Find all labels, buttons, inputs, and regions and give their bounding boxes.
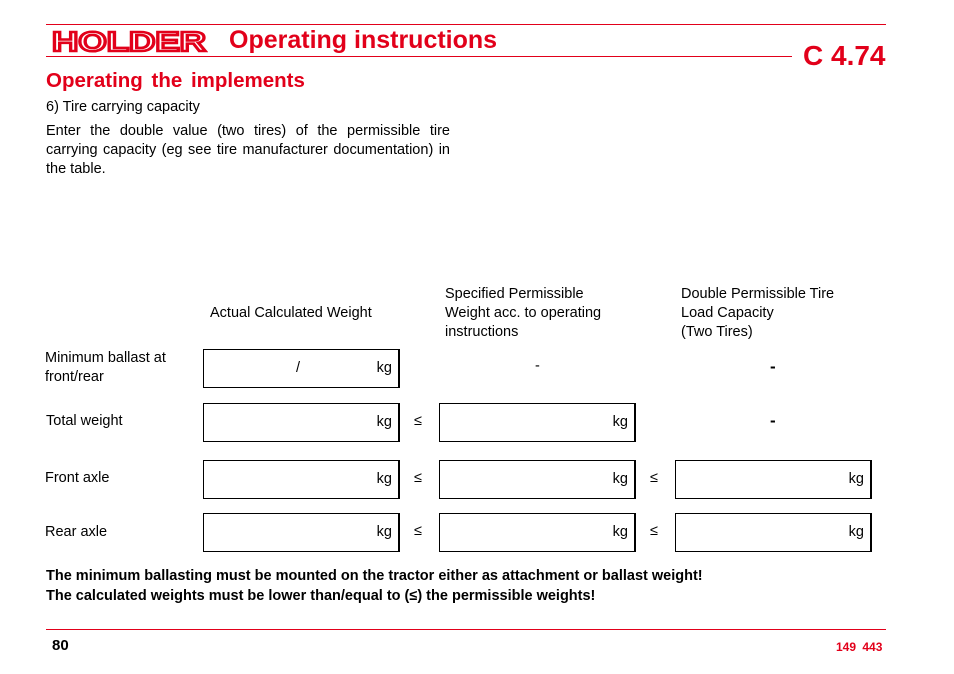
less-equal-symbol: ≤	[650, 523, 658, 539]
unit-label: kg	[848, 524, 864, 540]
less-equal-symbol: ≤	[650, 470, 658, 486]
unit-label: kg	[376, 524, 392, 540]
unit-label: kg	[612, 414, 628, 430]
unit-label: kg	[376, 360, 392, 376]
page-number: 80	[52, 637, 69, 654]
document-code: C 4.74	[803, 40, 886, 71]
section-title: Operating the implements	[46, 69, 305, 92]
dash-ballast-double: -	[770, 357, 776, 376]
note-calculated-weights: The calculated weights must be lower than/equal to (≤) the permissible weights!	[46, 588, 596, 604]
unit-label: kg	[848, 471, 864, 487]
input-box-rear-actual[interactable]	[203, 513, 400, 552]
header-title: Operating instructions	[229, 26, 498, 54]
header-top-rule	[46, 24, 886, 25]
input-box-total-specified[interactable]	[439, 403, 636, 442]
input-box-rear-double[interactable]	[675, 513, 872, 552]
column-header-double: Double Permissible Tire Load Capacity (Two Tires)	[681, 286, 835, 340]
input-box-front-actual[interactable]	[203, 460, 400, 499]
input-box-ballast-actual[interactable]	[203, 349, 400, 388]
svg-text:HOLDER: HOLDER	[52, 26, 206, 56]
column-header-specified: Specified Permissible Weight acc. to operating instructions	[445, 286, 602, 340]
unit-label: kg	[376, 471, 392, 487]
ballast-slash: /	[296, 360, 301, 376]
note-minimum-ballast: The minimum ballasting must be mounted on the tractor either as attachment or ballast weight!	[46, 568, 703, 584]
row-label-front-axle: Front axle	[45, 470, 110, 486]
input-box-total-actual[interactable]	[203, 403, 400, 442]
row-label-rear-axle: Rear axle	[45, 524, 108, 540]
dash-total-double: -	[770, 411, 776, 430]
unit-label: kg	[612, 524, 628, 540]
input-box-front-double[interactable]	[675, 460, 872, 499]
unit-label: kg	[376, 414, 392, 430]
less-equal-symbol: ≤	[414, 413, 422, 429]
input-box-rear-specified[interactable]	[439, 513, 636, 552]
row-label-total-weight: Total weight	[46, 413, 123, 429]
unit-label: kg	[612, 471, 628, 487]
less-equal-symbol: ≤	[414, 470, 422, 486]
header-bottom-rule	[46, 56, 792, 57]
footer-rule	[46, 629, 886, 630]
holder-logo	[52, 26, 208, 56]
less-equal-symbol: ≤	[414, 523, 422, 539]
input-box-front-specified[interactable]	[439, 460, 636, 499]
subheading: 6) Tire carrying capacity	[46, 99, 200, 115]
document-number: 149 443	[836, 640, 883, 654]
intro-paragraph: Enter the double value (two tires) of the permissible tire carrying capacity (eg see tire manufacturer documentation) in the table.	[46, 123, 450, 177]
column-header-actual: Actual Calculated Weight	[210, 305, 372, 321]
row-label-minimum-ballast: Minimum ballast at front/rear	[45, 350, 166, 385]
dash-ballast-specified: -	[535, 358, 540, 374]
